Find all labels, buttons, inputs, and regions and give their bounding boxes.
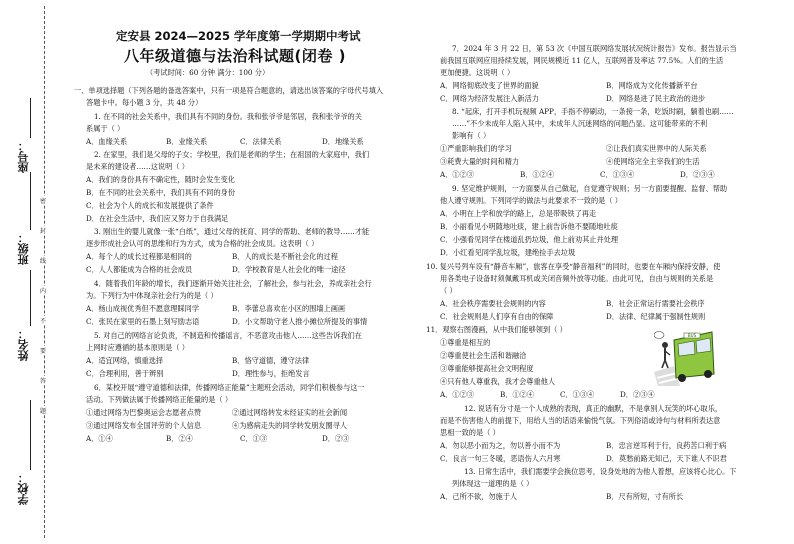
school-label: 学校： — [17, 472, 30, 505]
question-stem: 影响有（ ） — [452, 131, 491, 140]
option-b[interactable]: B．②④ — [166, 434, 193, 443]
option-b[interactable]: B．①②④ — [500, 390, 535, 399]
option-b[interactable]: B．业缘关系 — [166, 137, 208, 146]
option-d[interactable]: D．网络是进了民主政治的进步 — [606, 94, 706, 103]
option-a[interactable]: A．己所不欲，勿施于人 — [440, 492, 518, 501]
statement-3: ③尊重能够提高社会文明程度 — [440, 364, 534, 373]
option-c[interactable]: C．合理利用，善于辨别 — [86, 369, 164, 378]
bus-cartoon-image — [654, 328, 716, 386]
question-stem: 列体现这一道理的是（ ） — [452, 479, 534, 488]
option-a[interactable]: A．我们的身份具有不确定性，随时会发生变化 — [86, 175, 235, 184]
statement-1: ①通过网络为巴黎奥运会志愿者点赞 — [86, 408, 202, 417]
option-a[interactable]: A．每个人的成长过程都是相同的 — [86, 252, 192, 261]
section-heading-2: 答题卡中。每小题 3 分，共 48 分） — [86, 98, 203, 107]
seal-dashed-line — [44, 6, 45, 538]
option-a[interactable]: A．小明在上学和放学的路上，总是带吸铁了再走 — [440, 209, 597, 218]
question-stem: 活动。下列做法属于传播网络正能量的是（ ） — [86, 395, 233, 404]
option-c[interactable]: C．社会为个人的成长和发展提供了条件 — [86, 201, 214, 210]
statement-1: ①严重影响我们的学习 — [440, 144, 512, 153]
option-c[interactable]: C．①③④ — [600, 170, 635, 179]
question-stem: 逐步形成社会认可的思维和行为方式，成为合格的社会成员。这表明（ ） — [86, 239, 319, 248]
seal-char: 题 — [40, 408, 47, 415]
option-a[interactable]: A．①②③ — [440, 390, 474, 399]
option-b[interactable]: B．忠言逆耳利于行，良药苦口利于病 — [606, 441, 727, 450]
option-b[interactable]: B．在不同的社会关系中，我们具有不同的身份 — [86, 188, 236, 197]
question-stem: 思相一致的是（ ） — [440, 428, 500, 437]
option-a[interactable]: A．社会秩序需要社会规则的内容 — [440, 299, 546, 308]
option-b[interactable]: B．小丽看见小明随地吐痰，建上前告诉他不要随地吐痰 — [440, 222, 618, 231]
class-label: 班级： — [17, 232, 30, 265]
statement-4: ④为感病走失的同学转发朋友圈寻人 — [232, 421, 348, 430]
option-d[interactable]: D．②③④ — [620, 390, 655, 399]
question-stem: 8. “起床，打开手机玩视频 APP，手指不停刷动，一条接一条，吃饭时刷，躺着也刷…… — [452, 107, 734, 116]
seal-char: 密 — [40, 198, 47, 205]
statement-2: ②让我们真实世界中的人际关系 — [606, 144, 707, 153]
option-d[interactable]: D．小红看见同学乱垃圾，建绝捡手去垃圾 — [440, 248, 576, 257]
option-d[interactable]: D．莫愁前路无知己，天下谁人不识君 — [606, 454, 727, 463]
question-stem: 7．2024 年 3 月 22 日，第 53 次《中国互联网络发展状况统计报告》发布。报告显示当 — [452, 44, 737, 53]
option-b[interactable]: B．人的成长是不断社会化的过程 — [232, 252, 338, 261]
option-a[interactable]: A．勿以恶小而为之，勿以善小而不为 — [440, 441, 561, 450]
question-stem: 9. 坚定维护规则，一方面要从自己做起，自觉遵守规则；另一方面要提醒、监督、帮助 — [452, 184, 728, 193]
question-stem: 前我国互联网应用持续发展，网民规模近 11 亿人，互联网普及率达 77.5%。人们的生活 — [440, 56, 724, 65]
option-b[interactable]: B．网络成为文化传播新平台 — [606, 81, 698, 90]
option-a[interactable]: A．血缘关系 — [86, 137, 128, 146]
question-stem: 他人遵守规则。下列同学的做法与此要求不一致的是（ ） — [440, 196, 622, 205]
statement-4: ④使网络完全主宰我们的生活 — [606, 157, 700, 166]
question-stem: 上网时应遵循的基本原则是（ ） — [86, 343, 189, 352]
pedestrian-icon — [654, 332, 670, 369]
seal-char: 封 — [40, 228, 47, 235]
seal-char: 不 — [40, 318, 47, 325]
option-d[interactable]: D．小文帮助守老人推小摊位所提及的事情 — [232, 317, 368, 326]
school-field[interactable] — [30, 400, 31, 470]
question-stem: 用各类电子设备时须佩戴耳机或关闭音频外放等功能。由此可见，自由与规则的关系是 — [440, 274, 714, 283]
question-stem: 1. 在不同的社会关系中，我们具有不同的身份。我和张爷爷是邻居，我和张爷爷的关 — [94, 112, 362, 121]
statement-3: ③耗费大量的时间和精力 — [440, 157, 520, 166]
option-d[interactable]: D．在社会生活中，我们应又努力于自我满足 — [86, 214, 229, 223]
option-d[interactable]: D．法律、纪律属于强制性规则 — [606, 312, 706, 321]
question-stem: 3. 刚出生的婴儿就像一张“白纸”，通过父母的抚育、同学的帮助、老师的教导……才能 — [94, 227, 370, 236]
name-label: 姓名： — [17, 328, 30, 361]
option-c[interactable]: C．①③④ — [560, 390, 595, 399]
option-c[interactable]: C．网络为经济发展注入新活力 — [440, 94, 539, 103]
statement-1: ①尊重是相互的 — [440, 338, 491, 347]
question-stem: 10. 复兴号列车设有“静音车厢”，旅客在享受“静音福利”的同时，也要在车厢内保持安静，使 — [426, 262, 721, 271]
question-stem: 更加便捷。这说明（ ） — [440, 68, 515, 77]
seat-number-label: 座号： — [17, 140, 30, 173]
seal-char: 要 — [40, 348, 47, 355]
seal-char: 内 — [40, 288, 47, 295]
option-a[interactable]: A．①④ — [86, 434, 113, 443]
question-stem: 系属于（ ） — [86, 124, 125, 133]
option-d[interactable]: D．理性参与，拒绝发言 — [232, 369, 310, 378]
statement-2: ②通过网络转发未经证实的社会新闻 — [232, 408, 348, 417]
option-b[interactable]: B．①②④ — [520, 170, 555, 179]
class-field[interactable] — [30, 172, 31, 230]
section-heading: 一、单项选择题（下列各题的备选答案中，只有一项是符合题意的，请选出该答案的字母代号填入 — [74, 86, 384, 95]
option-a[interactable]: A．杨山成视优秀但不愿意理睬同学 — [86, 304, 200, 313]
question-stem: 11．观察右图漫画，从中我们能够领到（ ） — [426, 325, 567, 334]
question-stem: 6．某校开展“遵守道德和法律，传播网络正能量”主题班会活动，同学们积极参与这一 — [94, 383, 365, 392]
question-stem: 是未来的建设者……这说明（ ） — [86, 162, 189, 171]
option-a[interactable]: A．①②③ — [440, 170, 474, 179]
question-stem: 4．随着我们年龄的增长，我们逐渐开始关注社会，了解社会，参与社会，养成亲社会行 — [94, 279, 372, 288]
question-stem: （ ） — [440, 286, 457, 295]
seat-number-field[interactable] — [30, 98, 31, 138]
question-stem: ……”不少未成年人陷入其中，未成年人沉迷网络的问题凸显。这可能带来的不利 — [452, 119, 708, 128]
option-c[interactable]: C．良言一句三冬暖，恶语伤人六月寒 — [440, 454, 561, 463]
question-stem: 12. 说话有分寸是一个人成熟的表现，真正的幽默，不是拿别人玩笑的坏心取乐， — [464, 404, 723, 413]
bus-sign: BUS — [687, 333, 697, 339]
statement-3: ③通过网络发布全国评劳的个人信息 — [86, 421, 202, 430]
option-c[interactable]: C．①③ — [240, 434, 268, 443]
option-b[interactable]: B．社会正常运行需要社会秩序 — [606, 299, 705, 308]
option-d[interactable]: D．地缘关系 — [322, 137, 364, 146]
statement-4: ④只有他人尊重我，我才会尊重他人 — [440, 377, 556, 386]
option-c[interactable]: C．法律关系 — [240, 137, 282, 146]
question-stem: 2. 在家里，我们是父母的子女；学校里，我们是老师的学生；在祖国的大家庭中，我们 — [94, 150, 370, 159]
seal-char: 答 — [40, 378, 47, 385]
option-c[interactable]: C．人人都能成为合格的社会成员 — [86, 265, 193, 274]
exam-subject: 八年级道德与法治科试题(闭卷 ) — [124, 47, 346, 65]
bus-icon — [674, 332, 714, 382]
name-field[interactable] — [30, 270, 31, 326]
question-stem: 13. 日常生活中，我们需要学会换位思考，设身处地的为他人着想，应该将心比心。下 — [464, 467, 737, 476]
option-c[interactable]: C．张民在家里的石墨上刻写励志语 — [86, 317, 200, 326]
option-c[interactable]: C．小强看见同学在楼道乱扔垃圾，他上前劝其止并处理 — [440, 235, 619, 244]
option-b[interactable]: B．李蕾总喜欢在小区的围墙上画画 — [232, 304, 346, 313]
option-b[interactable]: B．恪守道德，遵守法律 — [232, 356, 310, 365]
binding-strip — [0, 0, 68, 544]
exam-info: （考试时间：60 分钟 满分：100 分） — [146, 68, 270, 77]
option-c[interactable]: C．社会规则是人们享有自由的保障 — [440, 312, 554, 321]
option-a[interactable]: A．网络彻底改变了世界的面貌 — [440, 81, 539, 90]
option-d[interactable]: D．学校教育是人社会化的唯一途径 — [232, 265, 346, 274]
question-stem: 而是不伤害他人的前提下，用给人当的话语来愉悦气氛。下列俗语或诗句与材料所表达意 — [440, 416, 721, 425]
exam-title: 定安县 2024—2025 学年度第一学期期中考试 — [116, 29, 361, 43]
option-d[interactable]: D．②③④ — [680, 170, 715, 179]
statement-2: ②尊重使社会生活和谐融洽 — [440, 351, 527, 360]
option-d[interactable]: D．②③ — [322, 434, 350, 443]
seal-char: 线 — [40, 258, 47, 265]
option-b[interactable]: B．尺有所短，寸有所长 — [606, 492, 684, 501]
question-stem: 为。下列行为中体现亲社会行为的是（ ） — [86, 291, 218, 300]
option-a[interactable]: A．适宜网络，慎重选择 — [86, 356, 164, 365]
question-stem: 5. 对自己的网络言论负责，不制造和传播谣言，不恶意攻击他人……这些告诉我们在 — [94, 331, 362, 340]
